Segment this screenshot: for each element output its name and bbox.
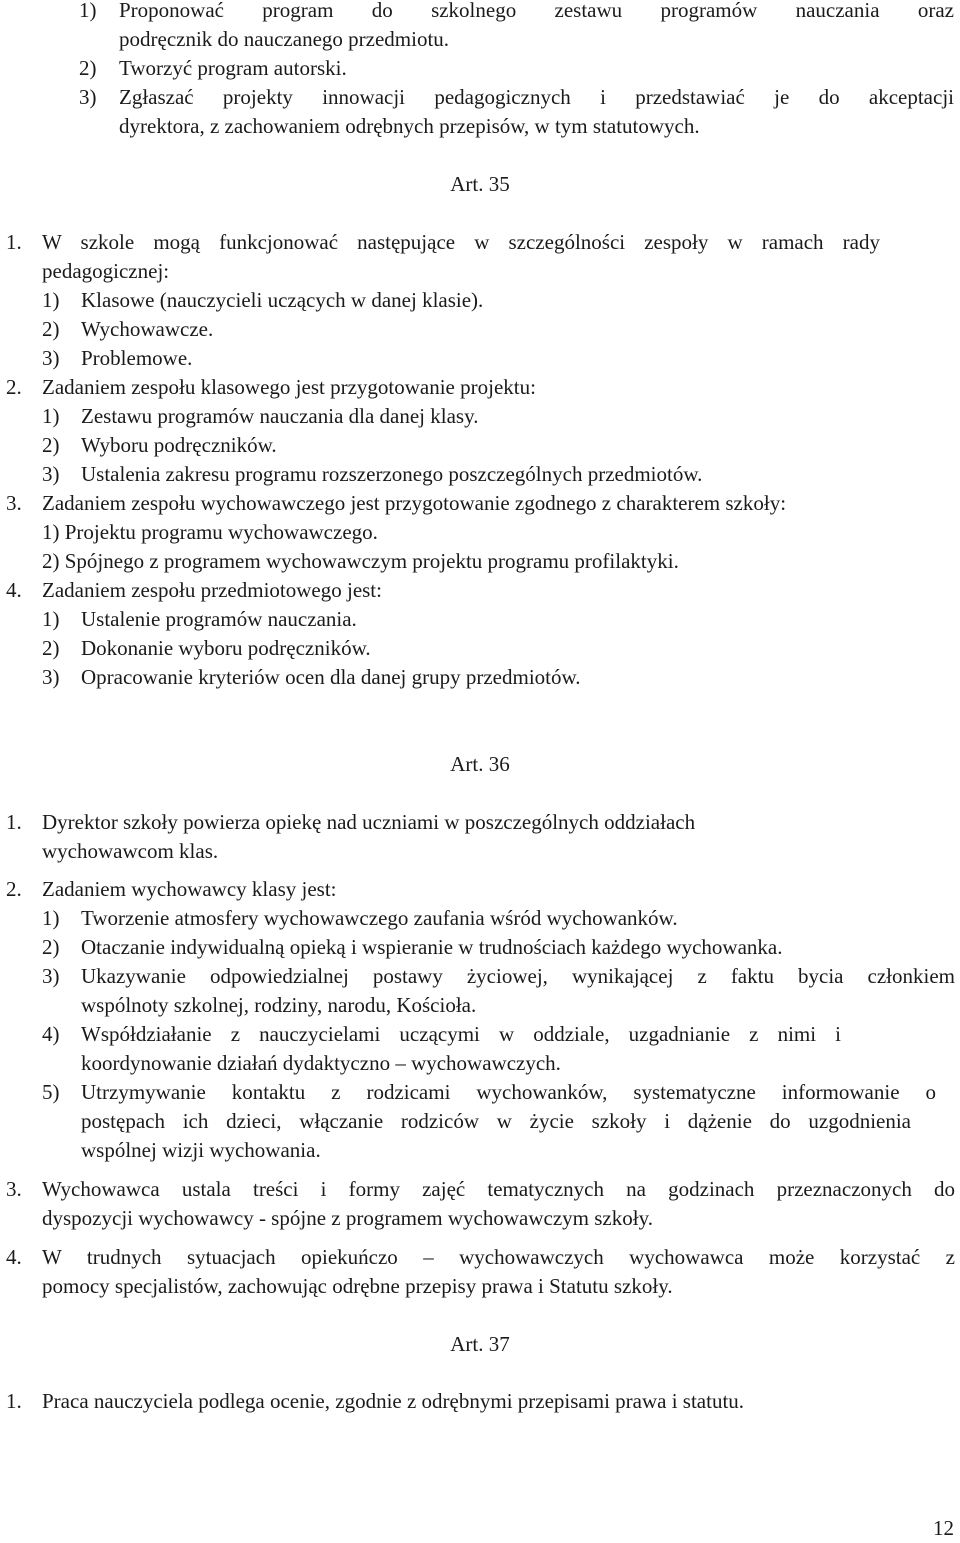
art36-section xyxy=(0,808,960,866)
article-heading: Art. 35 xyxy=(450,172,510,196)
paragraph-text: Zadaniem zespołu przedmiotowego jest: xyxy=(42,578,382,602)
list-item xyxy=(0,54,960,83)
item-number: 3) xyxy=(79,85,97,109)
article-heading: Art. 37 xyxy=(450,1332,510,1356)
item-text: Utrzymywanie kontaktu z rodzicami wychowanków, systematyczne informowanie o xyxy=(81,1080,936,1104)
paragraph-text: dyspozycji wychowawcy - spójne z programem wychowawczym szkoły. xyxy=(42,1206,653,1230)
item-text: Wyboru podręczników. xyxy=(81,433,277,457)
item-text: postępach ich dzieci, włączanie rodziców w życie szkoły i dążenie do uzgodnienia xyxy=(81,1109,911,1133)
paragraph xyxy=(0,489,960,518)
list-item xyxy=(0,315,960,344)
item-number: 3) xyxy=(42,346,60,370)
paragraph-number: 4. xyxy=(6,1245,22,1269)
item-number: 2) xyxy=(79,56,97,80)
item-text: Ukazywanie odpowiedzialnej postawy życiowej, wynikającej z faktu bycia członkiem xyxy=(81,964,955,988)
paragraph xyxy=(0,576,960,605)
item-text: Otaczanie indywidualną opieką i wspieranie w trudnościach każdego wychowanka. xyxy=(81,935,783,959)
art36-section-p3 xyxy=(0,1175,960,1233)
paragraph xyxy=(0,808,960,837)
item-text: Współdziałanie z nauczycielami uczącymi w oddziale, uzgadnianie z nimi i xyxy=(81,1022,841,1046)
item-text: Zestawu programów nauczania dla danej klasy. xyxy=(81,404,479,428)
paragraph-text: wychowawcom klas. xyxy=(42,839,219,863)
list-item xyxy=(0,1078,960,1107)
top-list xyxy=(0,0,960,141)
list-item xyxy=(0,933,960,962)
item-text: Zgłaszać projekty innowacji pedagogicznych i przedstawiać je do akceptacji xyxy=(119,85,954,109)
item-text: wspólnoty szkolnej, rodziny, narodu, Kościoła. xyxy=(81,993,477,1017)
list-item xyxy=(0,634,960,663)
item-text: podręcznik do nauczanego przedmiotu. xyxy=(119,27,450,51)
item-text: Proponować program do szkolnego zestawu programów nauczania oraz xyxy=(119,0,954,22)
paragraph xyxy=(0,875,960,904)
paragraph-number: 4. xyxy=(6,578,22,602)
paragraph-number: 3. xyxy=(6,491,22,515)
paragraph-text: Wychowawca ustala treści i formy zajęć tematycznych na godzinach przeznaczonych do xyxy=(42,1177,955,1201)
item-number: 4) xyxy=(42,1022,60,1046)
paragraph-number: 1. xyxy=(6,230,22,254)
paragraph-text: Dyrektor szkoły powierza opiekę nad uczniami w poszczególnych oddziałach xyxy=(42,810,696,834)
paragraph xyxy=(0,373,960,402)
paragraph-number: 3. xyxy=(6,1177,22,1201)
item-number: 3) xyxy=(42,964,60,988)
list-item xyxy=(0,1020,960,1049)
item-number: 2) xyxy=(42,935,60,959)
item-text: 2) Spójnego z programem wychowawczym projektu programu profilaktyki. xyxy=(42,549,679,573)
list-item xyxy=(0,547,960,576)
paragraph-text: Zadaniem zespołu klasowego jest przygotowanie projektu: xyxy=(42,375,536,399)
paragraph xyxy=(0,1243,960,1272)
item-number: 1) xyxy=(42,607,60,631)
item-number: 1) xyxy=(42,906,60,930)
paragraph xyxy=(0,1387,960,1416)
item-text: Opracowanie kryteriów ocen dla danej grupy przedmiotów. xyxy=(81,665,581,689)
item-number: 2) xyxy=(42,433,60,457)
item-number: 5) xyxy=(42,1080,60,1104)
list-item xyxy=(0,605,960,634)
list-item xyxy=(0,0,960,25)
paragraph-text: Zadaniem zespołu wychowawczego jest przygotowanie zgodnego z charakterem szkoły: xyxy=(42,491,787,515)
list-item xyxy=(0,962,960,991)
paragraph-text: W trudnych sytuacjach opiekuńczo – wychowawczych wychowawca może korzystać z xyxy=(42,1245,955,1269)
paragraph-number: 2. xyxy=(6,375,22,399)
item-text: koordynowanie działań dydaktyczno – wychowawczych. xyxy=(81,1051,561,1075)
paragraph xyxy=(0,228,960,257)
list-item xyxy=(0,904,960,933)
item-text: Tworzenie atmosfery wychowawczego zaufania wśród wychowanków. xyxy=(81,906,678,930)
paragraph-text: Praca nauczyciela podlega ocenie, zgodnie z odrębnymi przepisami prawa i statutu. xyxy=(42,1389,745,1413)
art37-section xyxy=(0,1387,960,1416)
paragraph-text: pomocy specjalistów, zachowując odrębne przepisy prawa i Statutu szkoły. xyxy=(42,1274,673,1298)
paragraph-number: 1. xyxy=(6,1389,22,1413)
list-item xyxy=(0,286,960,315)
list-item xyxy=(0,460,960,489)
item-text: Klasowe (nauczycieli uczących w danej klasie). xyxy=(81,288,484,312)
item-text: dyrektora, z zachowaniem odrębnych przepisów, w tym statutowych. xyxy=(119,114,700,138)
item-number: 3) xyxy=(42,665,60,689)
item-text: wspólnej wizji wychowania. xyxy=(81,1138,321,1162)
list-item xyxy=(0,518,960,547)
item-text: Dokonanie wyboru podręczników. xyxy=(81,636,371,660)
list-item xyxy=(0,344,960,373)
page-number: 12 xyxy=(933,1516,954,1540)
paragraph-number: 1. xyxy=(6,810,22,834)
list-item xyxy=(0,402,960,431)
list-item xyxy=(0,83,960,112)
item-text: 1) Projektu programu wychowawczego. xyxy=(42,520,378,544)
item-text: Wychowawcze. xyxy=(81,317,214,341)
item-text: Problemowe. xyxy=(81,346,193,370)
item-number: 1) xyxy=(42,288,60,312)
paragraph-number: 2. xyxy=(6,877,22,901)
paragraph xyxy=(0,1175,960,1204)
item-text: Ustalenia zakresu programu rozszerzonego poszczególnych przedmiotów. xyxy=(81,462,703,486)
art35-section xyxy=(0,228,960,692)
item-number: 3) xyxy=(42,462,60,486)
paragraph-text: pedagogicznej: xyxy=(42,259,170,283)
item-number: 1) xyxy=(79,0,97,22)
item-number: 2) xyxy=(42,317,60,341)
article-heading: Art. 36 xyxy=(450,752,510,776)
paragraph-text: W szkole mogą funkcjonować następujące w szczególności zespoły w ramach rady xyxy=(42,230,880,254)
art36-section-p4 xyxy=(0,1243,960,1301)
list-item xyxy=(0,431,960,460)
art36-section-p2 xyxy=(0,875,960,1165)
item-text: Tworzyć program autorski. xyxy=(119,56,347,80)
item-number: 1) xyxy=(42,404,60,428)
list-item xyxy=(0,663,960,692)
item-text: Ustalenie programów nauczania. xyxy=(81,607,357,631)
item-number: 2) xyxy=(42,636,60,660)
paragraph-text: Zadaniem wychowawcy klasy jest: xyxy=(42,877,337,901)
